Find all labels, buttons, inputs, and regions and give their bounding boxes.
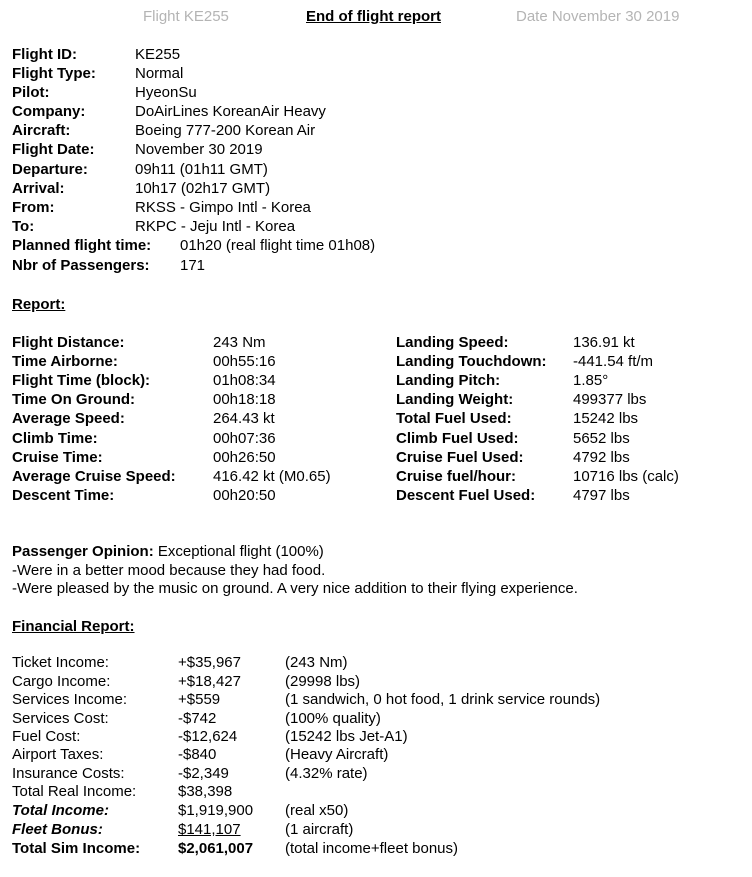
passengers-value: 171 (180, 257, 206, 274)
report-right-label: Cruise fuel/hour: (396, 468, 517, 485)
report-right-label: Climb Fuel Used: (396, 430, 519, 447)
report-right-label: Cruise Fuel Used: (396, 449, 524, 466)
report-right-label: Total Fuel Used: (396, 410, 512, 427)
info-value: RKPC - Jeju Intl - Korea (135, 218, 296, 235)
info-label: Pilot: (12, 84, 50, 101)
report-row (0, 333, 752, 352)
financial-note: (29998 lbs) (285, 673, 361, 690)
info-label: Arrival: (12, 180, 65, 197)
financial-amount: -$12,624 (178, 728, 238, 745)
fleet-bonus-label: Fleet Bonus: (12, 821, 103, 838)
report-left-label: Flight Distance: (12, 334, 125, 351)
report-right-value: 4792 lbs (573, 449, 630, 466)
report-row (0, 486, 752, 505)
report-right-value: 15242 lbs (573, 410, 639, 427)
planned-value: 01h20 (real flight time 01h08) (180, 237, 376, 254)
report-left-value: 243 Nm (213, 334, 266, 351)
report-right-value: 5652 lbs (573, 430, 630, 447)
header-date: Date November 30 2019 (516, 8, 680, 25)
financial-amount: +$18,427 (178, 673, 241, 690)
planned-label: Planned flight time: (12, 237, 152, 254)
financial-row (0, 764, 752, 783)
info-value: RKSS - Gimpo Intl - Korea (135, 199, 311, 216)
report-left-value: 01h08:34 (213, 372, 276, 389)
financial-row (0, 690, 752, 709)
info-row (0, 102, 752, 121)
info-row (0, 64, 752, 83)
report-left-value: 00h18:18 (213, 391, 276, 408)
report-left-label: Cruise Time: (12, 449, 103, 466)
report-left-label: Average Speed: (12, 410, 125, 427)
info-row (0, 179, 752, 198)
report-right-value: 499377 lbs (573, 391, 647, 408)
info-label: Company: (12, 103, 86, 120)
total-real-row (0, 782, 752, 801)
financial-row (0, 745, 752, 764)
financial-amount: -$742 (178, 710, 217, 727)
info-value: 10h17 (02h17 GMT) (135, 180, 271, 197)
report-left-label: Time On Ground: (12, 391, 136, 408)
info-row (0, 83, 752, 102)
report-left-value: 00h20:50 (213, 487, 276, 504)
passengers-label: Nbr of Passengers: (12, 257, 150, 274)
report-row (0, 390, 752, 409)
info-row (0, 198, 752, 217)
total-sim-amount: $2,061,007 (178, 840, 254, 857)
info-value: November 30 2019 (135, 141, 263, 158)
report-left-label: Time Airborne: (12, 353, 118, 370)
financial-amount: -$840 (178, 746, 217, 763)
financial-label: Services Cost: (12, 710, 109, 727)
report-row (0, 448, 752, 467)
report-heading: Report: (12, 296, 66, 313)
financial-note: (1 sandwich, 0 hot food, 1 drink service rounds) (285, 691, 601, 708)
passengers-row (0, 256, 752, 275)
financial-heading: Financial Report: (12, 618, 135, 635)
financial-row (0, 653, 752, 672)
opinion-value: Exceptional flight (100%) (157, 543, 324, 560)
financial-amount: +$35,967 (178, 654, 241, 671)
financial-label: Airport Taxes: (12, 746, 104, 763)
financial-label: Services Income: (12, 691, 128, 708)
info-label: From: (12, 199, 55, 216)
report-row (0, 352, 752, 371)
financial-label: Insurance Costs: (12, 765, 125, 782)
total-sim-note: (total income+fleet bonus) (285, 840, 459, 857)
financial-note: (4.32% rate) (285, 765, 368, 782)
report-right-value: 4797 lbs (573, 487, 630, 504)
header-flight: Flight KE255 (143, 8, 229, 25)
info-label: Departure: (12, 161, 88, 178)
report-left-label: Flight Time (block): (12, 372, 151, 389)
total-income-label: Total Income: (12, 802, 109, 819)
info-value: Normal (135, 65, 184, 82)
financial-label: Ticket Income: (12, 654, 109, 671)
total-income-note: (real x50) (285, 802, 349, 819)
report-right-value: 10716 lbs (calc) (573, 468, 679, 485)
info-value: 09h11 (01h11 GMT) (135, 161, 268, 178)
opinion-line (12, 542, 324, 561)
report-right-label: Landing Touchdown: (396, 353, 547, 370)
report-left-label: Climb Time: (12, 430, 98, 447)
fleet-bonus-row (0, 820, 752, 839)
financial-amount: -$2,349 (178, 765, 229, 782)
financial-label: Fuel Cost: (12, 728, 81, 745)
total-real-amount: $38,398 (178, 783, 233, 800)
report-row (0, 409, 752, 428)
report-left-label: Average Cruise Speed: (12, 468, 176, 485)
report-left-value: 00h55:16 (213, 353, 276, 370)
report-left-value: 00h07:36 (213, 430, 276, 447)
info-value: HyeonSu (135, 84, 197, 101)
info-row (0, 121, 752, 140)
report-right-value: 136.91 kt (573, 334, 635, 351)
report-right-label: Landing Pitch: (396, 372, 501, 389)
report-left-value: 264.43 kt (213, 410, 275, 427)
info-label: Flight ID: (12, 46, 77, 63)
info-value: DoAirLines KoreanAir Heavy (135, 103, 326, 120)
opinion-label: Passenger Opinion: (12, 543, 154, 560)
financial-note: (Heavy Aircraft) (285, 746, 389, 763)
financial-row (0, 709, 752, 728)
report-row (0, 371, 752, 390)
info-value: KE255 (135, 46, 181, 63)
report-left-value: 00h26:50 (213, 449, 276, 466)
info-label: To: (12, 218, 35, 235)
opinion-detail: -Were pleased by the music on ground. A very nice addition to their flying experience. (12, 580, 578, 597)
report-right-label: Landing Weight: (396, 391, 514, 408)
financial-row (0, 672, 752, 691)
total-income-amount: $1,919,900 (178, 802, 254, 819)
report-left-label: Descent Time: (12, 487, 115, 504)
financial-row (0, 727, 752, 746)
financial-note: (100% quality) (285, 710, 381, 727)
report-row (0, 429, 752, 448)
financial-note: (15242 lbs Jet-A1) (285, 728, 408, 745)
financial-note: (243 Nm) (285, 654, 348, 671)
info-label: Aircraft: (12, 122, 71, 139)
info-value: Boeing 777-200 Korean Air (135, 122, 316, 139)
info-row (0, 217, 752, 236)
report-right-value: -441.54 ft/m (573, 353, 654, 370)
report-row (0, 467, 752, 486)
financial-amount: +$559 (178, 691, 221, 708)
info-row (0, 140, 752, 159)
page-title: End of flight report (306, 8, 441, 25)
report-right-label: Descent Fuel Used: (396, 487, 536, 504)
fleet-bonus-value: $141,107 (178, 821, 241, 838)
financial-label: Cargo Income: (12, 673, 111, 690)
report-right-value: 1.85° (573, 372, 609, 389)
info-row (0, 45, 752, 64)
total-income-row (0, 801, 752, 820)
total-sim-row (0, 839, 752, 858)
report-left-value: 416.42 kt (M0.65) (213, 468, 331, 485)
info-row (0, 160, 752, 179)
planned-row (0, 236, 752, 255)
info-label: Flight Type: (12, 65, 96, 82)
total-sim-label: Total Sim Income: (12, 840, 141, 857)
fleet-bonus-note: (1 aircraft) (285, 821, 354, 838)
total-real-label: Total Real Income: (12, 783, 137, 800)
opinion-detail: -Were in a better mood because they had food. (12, 562, 326, 579)
info-label: Flight Date: (12, 141, 95, 158)
report-right-label: Landing Speed: (396, 334, 509, 351)
fleet-bonus-amount (178, 820, 270, 839)
